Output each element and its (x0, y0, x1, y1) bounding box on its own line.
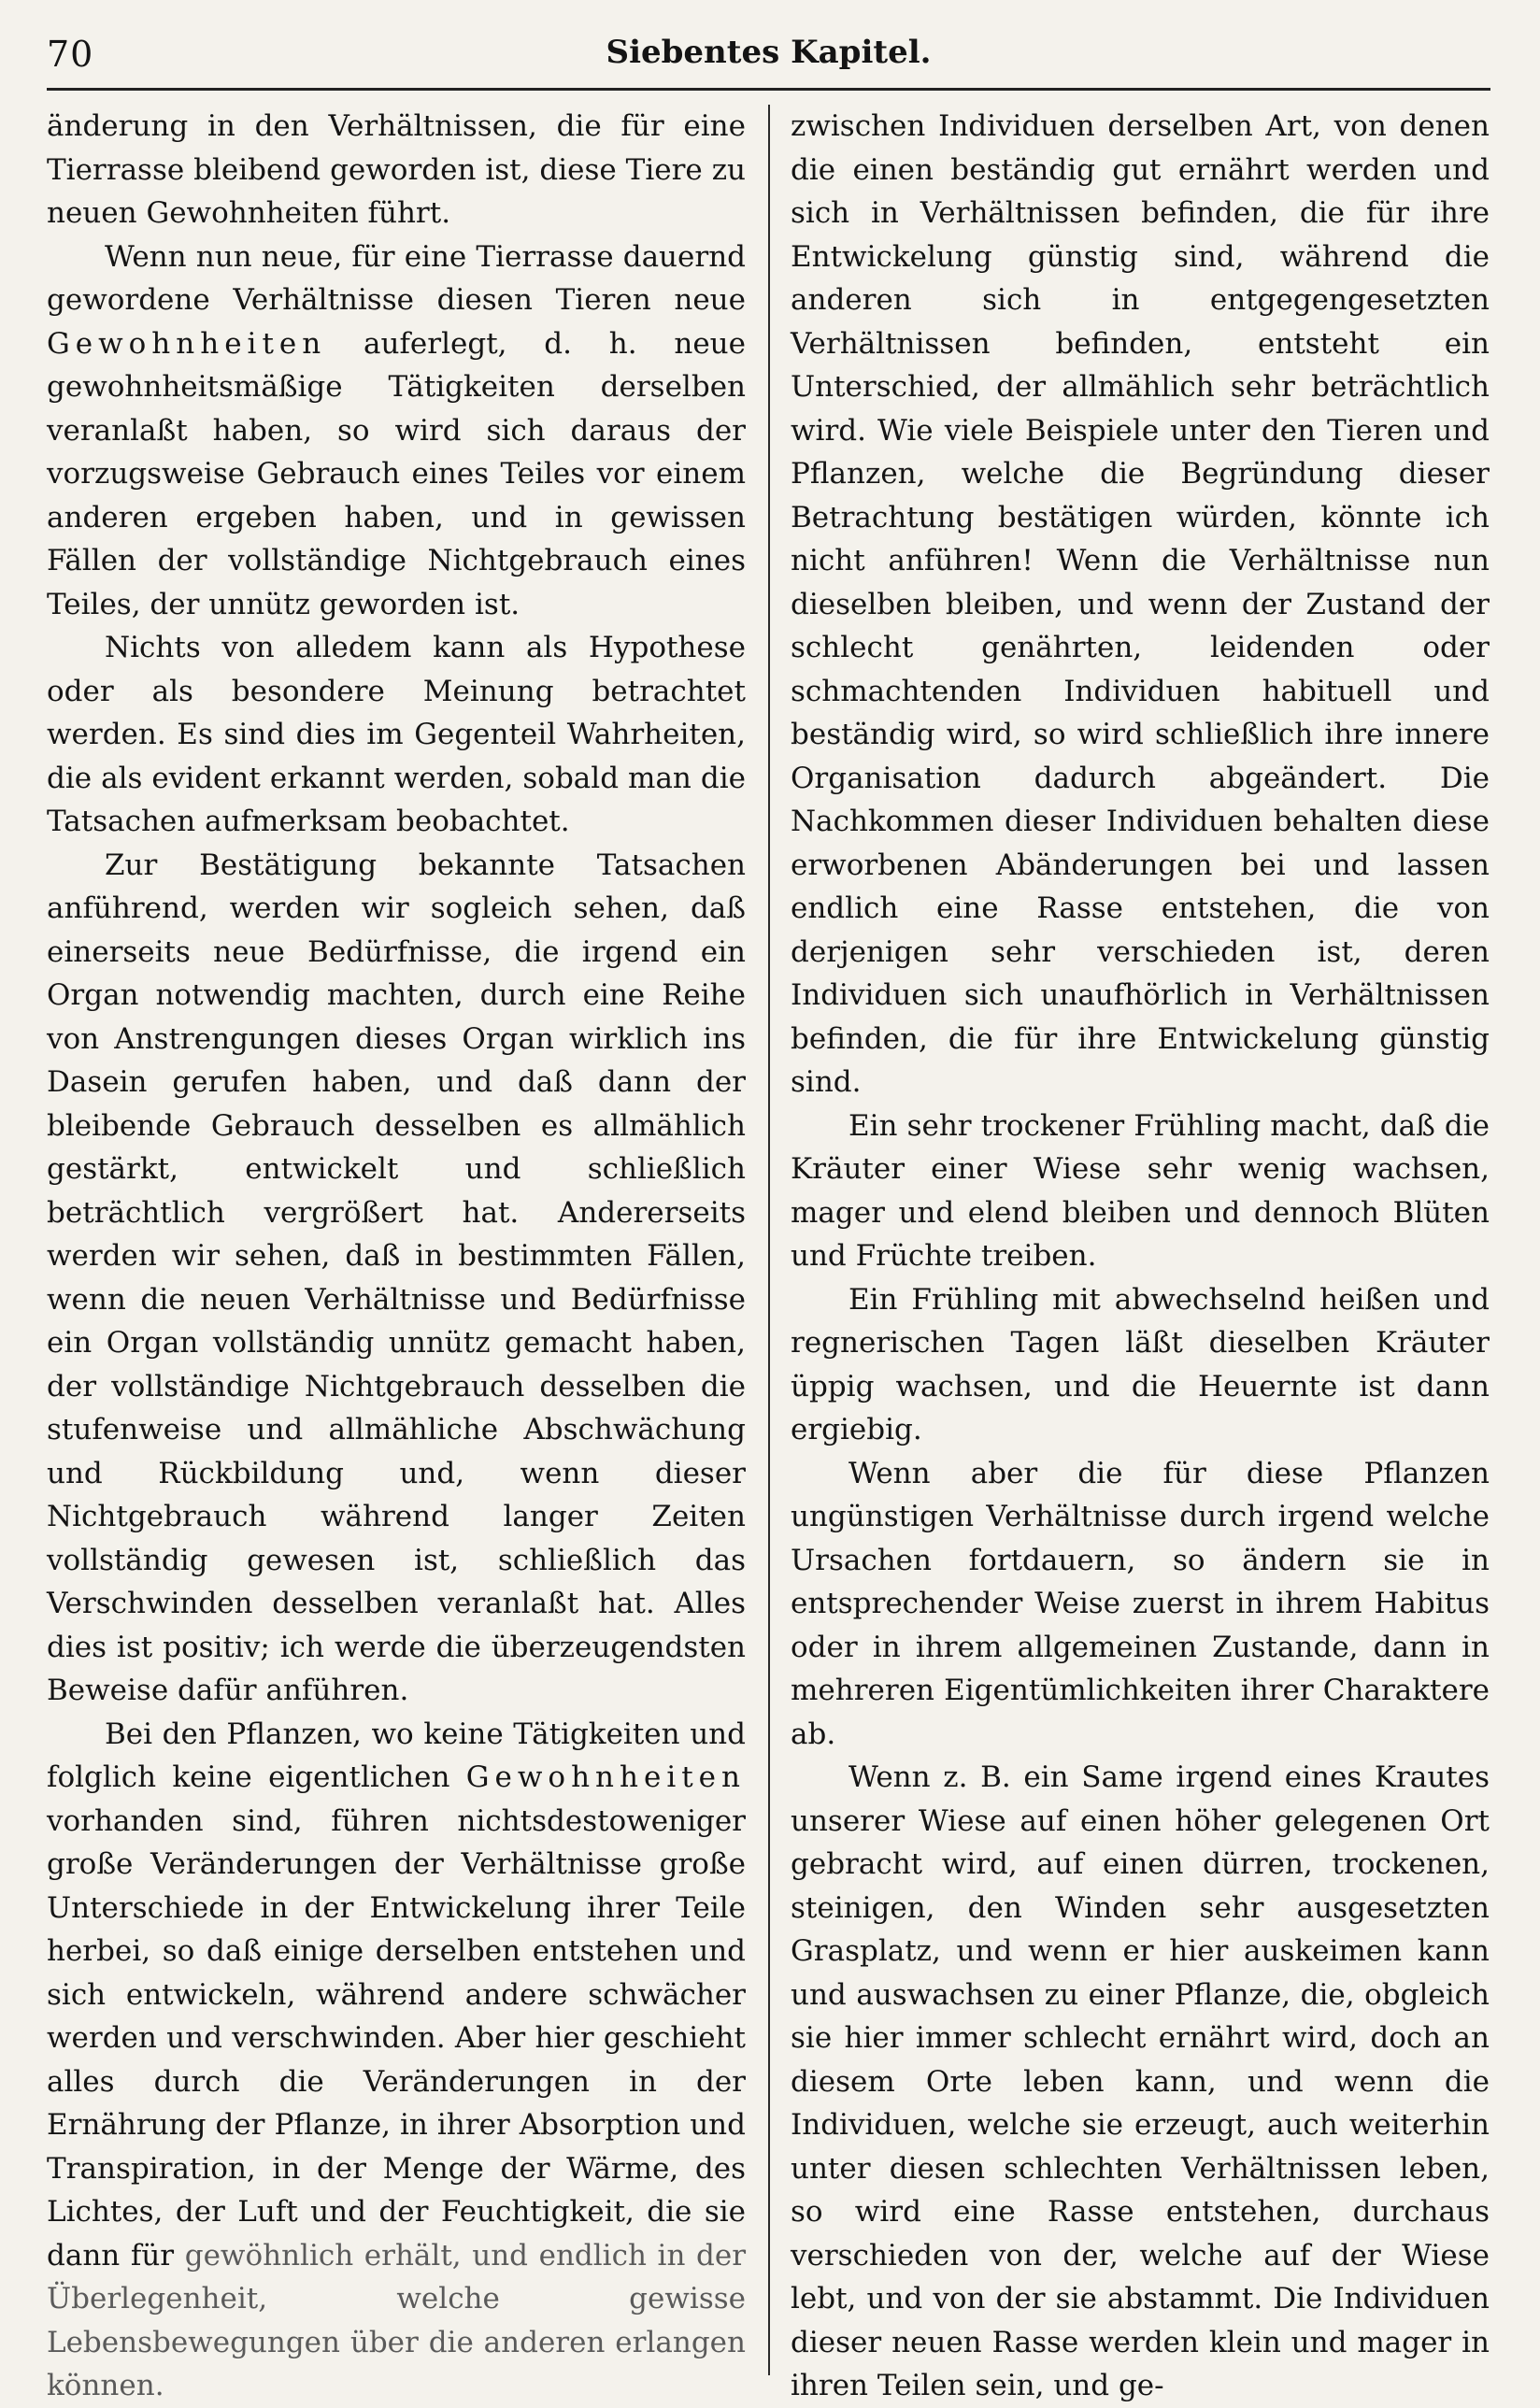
paragraph (47, 1713, 746, 2408)
paragraph (791, 1452, 1490, 1757)
paragraph (47, 844, 746, 1713)
left-column (47, 105, 747, 2402)
paragraph-text: Zur Bestätigung bekannte Tatsachen anführend, werden wir sogleich sehen, daß einerseits neue Bedürfnisse, die irgend ein Organ notwendig machten, durch eine Reihe von Anstrengungen dieses Organ wirklich ins Dasein gerufen haben, und daß dann der bleibende Gebrauch desselben es allmählich gestärkt, entwickelt und schließlich beträchtlich vergrößert hat. Andererseits werden wir sehen, daß in bestimmten Fällen, wenn die neuen Verhältnisse und Bedürfnisse ein Organ vollständig unnütz gemacht haben, der vollständige Nichtgebrauch desselben die stufenweise und allmähliche Abschwächung und Rückbildung und, wenn dieser Nichtgebrauch während langer Zeiten vollständig gewesen ist, schließlich das Verschwinden desselben veranlaßt hat. Alles dies ist positiv; ich werde die überzeugendsten Beweise dafür anführen. (47, 848, 746, 1707)
paragraph-text: änderung in den Verhältnissen, die für eine Tierrasse bleibend geworden ist, diese Tiere zu neuen Gewohnheiten führt. (47, 109, 746, 230)
paragraph (47, 235, 746, 627)
right-column (791, 105, 1490, 2402)
paragraph-text: Ein Frühling mit abwechselnd heißen und regnerischen Tagen läßt dieselben Kräuter üppig wachsen, und die Heuernte ist dann ergiebig. (791, 1282, 1490, 1446)
paragraph-text: zwischen Individuen derselben Art, von denen die einen beständig gut ernährt werden und sich in Verhältnissen befinden, die für ihre Entwickelung günstig sind, während die anderen sich in entgegengesetzten Verhältnissen befinden, entsteht ein Unterschied, der allmählich sehr beträchtlich wird. Wie viele Beispiele unter den Tieren und Pflanzen, welche die Begründung dieser Betrachtung bestätigen würden, könnte ich nicht anführen! Wenn die Verhältnisse nun dieselben bleiben, und wenn der Zustand der schlecht genährten, leidenden oder schmachtenden Individuen habituell und beständig wird, so wird schließlich ihre innere Organisation dadurch abgeändert. Die Nachkommen dieser Individuen behalten diese erworbenen Abänderungen bei und lassen endlich eine Rasse entstehen, die von derjenigen sehr verschieden ist, deren Individuen sich unaufhörlich in Verhältnissen befinden, die für ihre Entwickelung günstig sind. (791, 109, 1490, 1099)
paragraph (791, 1104, 1490, 1278)
paragraph-text: vorhanden sind, führen nichtsdestoweniger große Veränderungen der Verhältnisse große Unterschiede in der Entwickelung ihrer Teile herbei, so daß einige derselben entstehen und sich entwickeln, während andere schwächer werden und verschwinden. Aber hier geschieht alles durch die Veränderungen in der Ernährung der Pflanze, in ihrer Absorption und Transpiration, in der Menge der Wärme, des Lichtes, der Luft und der Feuchtigkeit, die sie dann für (47, 1803, 746, 2273)
paragraph (47, 105, 746, 235)
paragraph (791, 105, 1490, 1104)
paragraph-text: auferlegt, d. h. neue gewohnheitsmäßige Tätigkeiten derselben veranlaßt haben, so wird sich daraus der vorzugsweise Gebrauch eines Teiles vor einem anderen ergeben haben, und in gewissen Fällen der vollständige Nichtgebrauch eines Teiles, der unnütz geworden ist. (47, 326, 746, 621)
column-divider (768, 105, 770, 2375)
page-header (47, 28, 1490, 91)
emphasized-word: Gewohnheiten (465, 1760, 746, 1794)
running-head: Siebentes Kapitel. (606, 34, 932, 71)
paragraph-text: Nichts von alledem kann als Hypothese oder als besondere Meinung betrachtet werden. Es sind dies im Gegenteil Wahrheiten, die als evident erkannt werden, sobald man die Tatsachen aufmerksam beobachtet. (47, 631, 746, 838)
page-number: 70 (47, 34, 94, 75)
emphasized-word: Gewohnheiten (47, 326, 327, 361)
paragraph-text: Ein sehr trockener Frühling macht, daß die Kräuter einer Wiese sehr wenig wachsen, mager und elend bleiben und dennoch Blüten und Früchte treiben. (791, 1108, 1490, 1273)
paragraph-text: Wenn nun neue, für eine Tierrasse dauernd gewordene Verhältnisse diesen Tieren neue (47, 239, 746, 317)
paragraph (791, 1278, 1490, 1452)
paragraph (791, 1756, 1490, 2408)
paragraph (47, 626, 746, 844)
paragraph-text: Bei den Pflanzen, wo keine Tätigkeiten und folglich keine eigentlichen (47, 1717, 746, 1794)
paragraph-text: Wenn aber die für diese Pflanzen ungünstigen Verhältnisse durch irgend welche Ursachen fortdauern, so ändern sie in entsprechender Weise zuerst in ihrem Habitus oder in ihrem allgemeinen Zustande, dann in mehreren Eigentümlichkeiten ihrer Charaktere ab. (791, 1456, 1490, 1751)
paragraph-text: Wenn z. B. ein Same irgend eines Krautes unserer Wiese auf einen höher gelegenen Ort gebracht wird, auf einen dürren, trockenen, steinigen, den Winden sehr ausgesetzten Grasplatz, und wenn er hier auskeimen kann und auswachsen zu einer Pflanze, die, obgleich sie hier immer schlecht ernährt wird, doch an diesem Orte leben kann, und wenn die Individuen, welche sie erzeugt, auch weiterhin unter diesen schlechten Verhältnissen leben, so wird eine Rasse entstehen, durchaus verschieden von der, welche auf der Wiese lebt, und von der sie abstammt. Die Individuen dieser neuen Rasse werden klein und mager in ihren Teilen sein, und ge- (791, 1760, 1490, 2402)
faded-text: gewöhnlich erhält, und endlich in der Überlegenheit, welche gewisse Lebensbewegungen über die anderen erlangen können. (47, 2238, 747, 2402)
